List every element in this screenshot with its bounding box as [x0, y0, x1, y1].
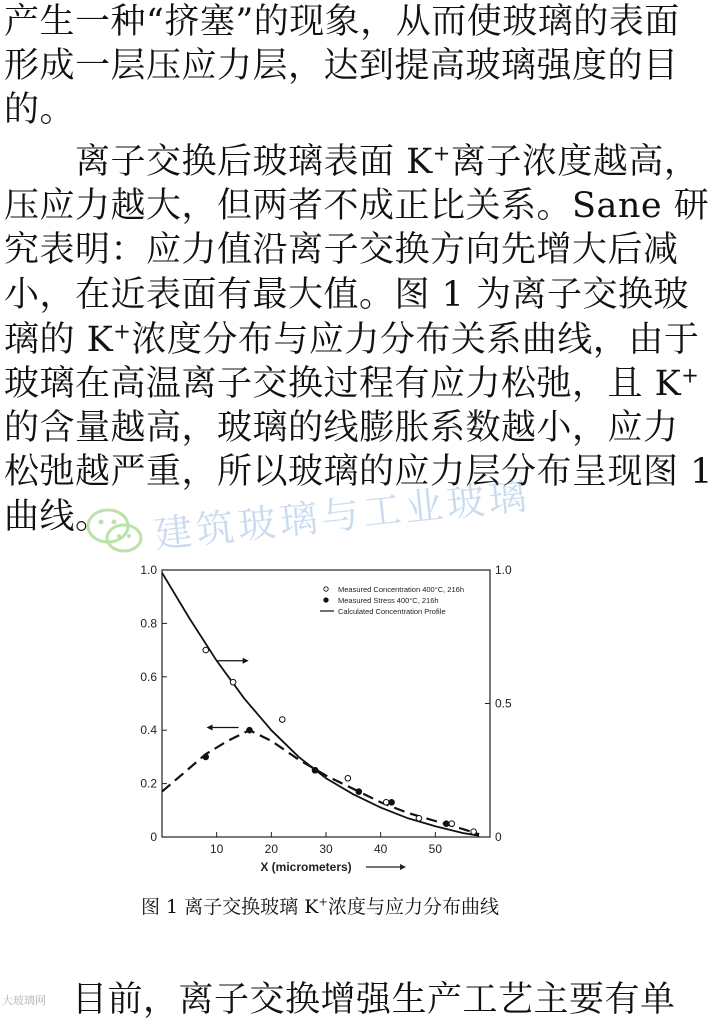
paragraph-line: 的。	[4, 90, 76, 130]
paragraph-line: 目前，离子交换增强生产工艺主要有单	[72, 980, 676, 1020]
paragraph-line: 璃的 K+浓度分布与应力分布关系曲线，由于	[4, 319, 700, 360]
paragraph-line: 小，在近表面有最大值。图 1 为离子交换玻	[4, 275, 690, 315]
concentration-stress-chart	[120, 560, 520, 880]
y-tick-label-left: 1.0	[140, 563, 157, 577]
concentration-point	[279, 717, 285, 723]
legend-marker	[324, 587, 328, 591]
concentration-point	[230, 679, 236, 685]
concentration-point	[449, 821, 455, 827]
y-tick-label-left: 0.4	[140, 723, 157, 738]
concentration-point	[345, 775, 351, 781]
annotation-arrow-head	[207, 725, 213, 731]
concentration-point	[203, 647, 209, 653]
x-tick-label: 40	[373, 842, 388, 856]
stress-point	[312, 767, 318, 773]
concentration-point	[383, 799, 389, 805]
paragraph-line: 的含量越高，玻璃的线膨胀系数越小，应力	[4, 408, 679, 448]
paragraph-line: 压应力越大，但两者不成正比关系。Sane 研	[4, 186, 710, 226]
watermark-text: 建筑玻璃与工业玻璃	[152, 473, 533, 557]
stress-point	[389, 799, 395, 805]
corner-watermark: 大玻璃网	[2, 994, 46, 1007]
y-tick-label-left: 0.8	[140, 616, 157, 631]
stress-point	[247, 727, 253, 733]
concentration-point	[471, 829, 477, 835]
paragraph-line: 形成一层压应力层，达到提高玻璃强度的目	[4, 46, 679, 86]
y-tick-label-left: 0.6	[140, 669, 157, 684]
paragraph-line: 产生一种“挤塞”的现象，从而使玻璃的表面	[4, 2, 680, 42]
stress-point	[356, 789, 362, 795]
dashed-profile-curve	[162, 730, 479, 834]
annotation-arrow-head	[243, 658, 249, 664]
stress-point	[443, 821, 449, 827]
stress-point	[203, 754, 209, 760]
legend-label: Measured Concentration 400°C, 216h	[338, 585, 464, 594]
paragraph-line: 玻璃在高温离子交换过程有应力松弛，且 K+	[4, 363, 700, 404]
x-tick-label: 20	[264, 842, 279, 856]
figure-caption: 图 1 离子交换玻璃 K+浓度与应力分布曲线	[141, 894, 499, 918]
legend-label: Calculated Concentration Profile	[338, 607, 446, 616]
x-tick-label: 10	[209, 842, 224, 856]
concentration-point	[416, 816, 422, 822]
y-tick-label-left: 0.2	[140, 776, 157, 791]
x-tick-label: 50	[428, 842, 443, 856]
figure	[120, 560, 520, 880]
x-axis-arrow-head	[400, 864, 406, 870]
y-tick-label-right: 0.5	[495, 696, 512, 711]
x-tick-label: 30	[319, 842, 333, 856]
legend-marker	[324, 598, 328, 602]
paragraph-line: 松弛越严重，所以玻璃的应力层分布呈现图 1	[4, 452, 713, 492]
paragraph-line: 曲线。	[4, 497, 111, 537]
y-tick-label-left: 0	[150, 830, 157, 844]
paragraph-line: 究表明：应力值沿离子交换方向先增大后减	[4, 230, 679, 270]
y-tick-label-right: 1.0	[495, 563, 512, 577]
y-tick-label-right: 0	[495, 830, 502, 844]
x-axis-label: X (micrometers)	[260, 860, 352, 874]
paragraph-line: 离子交换后玻璃表面 K+离子浓度越高，	[4, 141, 700, 182]
legend-label: Measured Stress 400°C, 216h	[338, 596, 439, 605]
